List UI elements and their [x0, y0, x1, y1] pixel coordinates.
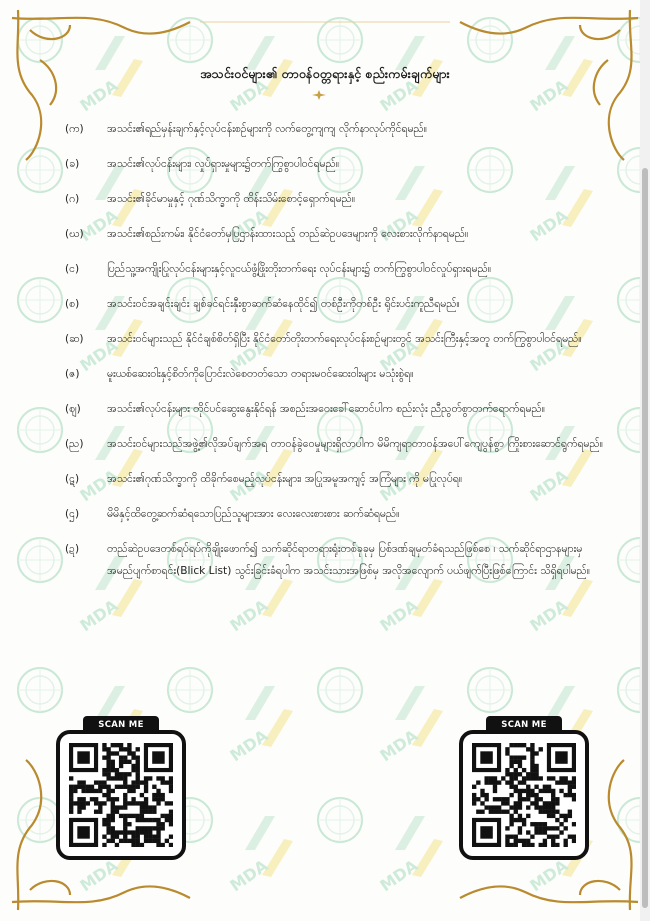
rule-number: (ဋ) — [65, 473, 80, 485]
rule-text: အသင်း၏ရည်မှန်းချက်နှင့်လုပ်ငန်းစဉ်များကို လက်တွေ့ကျကျ လိုက်နာလုပ်ကိုင်ရမည်။ — [107, 123, 427, 135]
rule-number: (င) — [65, 263, 80, 275]
rule-number: (ဇ) — [65, 368, 80, 380]
rule-text: တည်ဆဲဥပဒေတစ်ရပ်ရပ်ကိုချိုးဖောက်၍ သက်ဆိုင်ရာတရားရုံးတစ်ခုခုမှ ပြစ်ဒဏ်ချမှတ်ခံရသည်ဖြစ်စေ ၊ သက်ဆိုင်ရာဌာနများမှ အမည်ပျက်စာရင်း(Blick List) သွင်းခြင်းခံရပါက အသင်းသားအဖြစ်မှ အလိုအလျောက် ပယ်ဖျက်ပြီးဖြစ်ကြောင်း သိရှိရပါမည်။ — [107, 543, 590, 577]
list-item — [65, 223, 610, 245]
qr-finder-pattern — [472, 818, 501, 847]
list-item — [65, 433, 610, 455]
rule-number: (ခ) — [65, 158, 80, 170]
qr-finder-pattern — [69, 743, 98, 772]
list-item — [65, 503, 610, 525]
list-item — [65, 468, 610, 490]
rule-text: အသင်း၏လုပ်ငန်းများ တိုင်ပင်ဆွေးနွေးနိုင်ရန် အစည်းအဝေးခေါ်ဆောင်ပါက စည်းလုံး ညီညွတ်စွာတက်ရောက်ရမည်။ — [107, 403, 545, 415]
qr-frame — [56, 730, 186, 860]
rule-number: (စ) — [65, 298, 80, 310]
list-item — [65, 293, 610, 315]
qr-frame — [459, 730, 589, 860]
rule-text: အသင်း၏ဂုဏ်သိက္ခာကို ထိခိုက်စေမည့်လုပ်ငန်းများ၊ အပြုအမူအကျင့် အကြံများ ကို မပြုလုပ်ရ။ — [107, 473, 463, 485]
rule-text: မိမိနှင့်ထိတွေ့ဆက်ဆံရသောပြည်သူများအား လေးလေးစားစား ဆက်ဆံရမည်။ — [107, 508, 400, 520]
list-item — [65, 328, 610, 350]
rule-text: ပြည်သူ့အကျိုးပြုလုပ်ငန်းများနှင့်လူငယ်ဖွံ့ဖြိုးတိုးတက်ရေး လုပ်ငန်းများ၌ တက်ကြွစွာပါဝင်လှုပ်ရှားရမည်။ — [107, 263, 492, 275]
qr-code-left[interactable] — [56, 716, 186, 866]
rule-number: (က) — [65, 123, 84, 135]
rule-text: အသင်း၏စည်းကမ်း၊ နိုင်ငံတော်မှပြဌာန်းထားသည့် တည်ဆဲဥပဒေများကို လေးစားလိုက်နာရမည်။ — [107, 228, 469, 240]
qr-finder-pattern — [144, 743, 173, 772]
list-item — [65, 363, 610, 385]
rule-text: မူးယစ်ဆေးဝါးနှင့်စိတ်ကိုပြောင်းလဲစေတတ်သော တရားမဝင်ဆေးဝါးများ မသုံးစွဲရ။ — [107, 368, 414, 380]
list-item — [65, 118, 610, 140]
rule-number: (ဂ) — [65, 193, 80, 205]
list-item — [65, 398, 610, 420]
qr-finder-pattern — [547, 743, 576, 772]
qr-code-icon — [472, 743, 576, 847]
qr-finder-pattern — [472, 743, 501, 772]
list-item — [65, 258, 610, 280]
list-item — [65, 188, 610, 210]
page-title: အသင်းဝင်များ၏ တာဝန်ဝတ္တရားနှင့် စည်းကမ်းချက်များ — [200, 66, 450, 81]
qr-code-icon — [69, 743, 173, 847]
list-item — [65, 153, 610, 175]
scan-me-label: SCAN ME — [486, 716, 562, 734]
qr-code-right[interactable] — [459, 716, 589, 866]
title-ornament-icon — [312, 90, 326, 100]
rule-number: (ဌ) — [65, 508, 80, 520]
scrollbar[interactable] — [640, 0, 650, 921]
rules-list — [65, 118, 610, 595]
qr-finder-pattern — [69, 818, 98, 847]
rule-text: အသင်းဝင်အချင်းချင်း ချစ်ခင်ရင်းနှီးစွာဆက်ဆံနေထိုင်၍ တစ်ဦးကိုတစ်ဦး ရိုင်းပင်းကူညီရမည်။ — [107, 298, 460, 310]
rule-number: (ဈ) — [65, 403, 81, 415]
rule-text: အသင်းဝင်များသည်အဖွဲ့၏လိုအပ်ချက်အရ တာဝန်ခွဲဝေမှုများရှိလာပါက မိမိကျရာတာဝန်အပေါ်ကျေပွန်စွာ ကြိုးစားဆောင်ရွက်ရမည်။ — [107, 438, 603, 450]
scan-me-label: SCAN ME — [83, 716, 159, 734]
list-item — [65, 538, 610, 582]
rule-number: (ဃ) — [65, 228, 84, 240]
rule-text: အသင်း၏ခိုင်မာမှုနှင့် ဂုဏ်သိက္ခာကို ထိန်းသိမ်းစောင့်ရှောက်ရမည်။ — [107, 193, 356, 205]
rule-text: အသင်း၏လုပ်ငန်းများ၊ လှုပ်ရှားမှုများ၌တက်ကြွစွာပါဝင်ရမည်။ — [107, 158, 340, 170]
rule-number: (ဆ) — [65, 333, 84, 345]
rule-text: အသင်းဝင်များသည် နိုင်ငံချစ်စိတ်ရှိပြီး နိုင်ငံတော်တိုးတက်ရေးလုပ်ငန်းစဉ်များတွင် အသင်းကြီးနှင့်အတူ တက်ကြွစွာပါဝင်ရမည်။ — [107, 333, 582, 345]
rule-number: (ည) — [65, 438, 84, 450]
scrollbar-thumb[interactable] — [642, 168, 648, 908]
rule-number: (ဍ) — [65, 543, 80, 555]
